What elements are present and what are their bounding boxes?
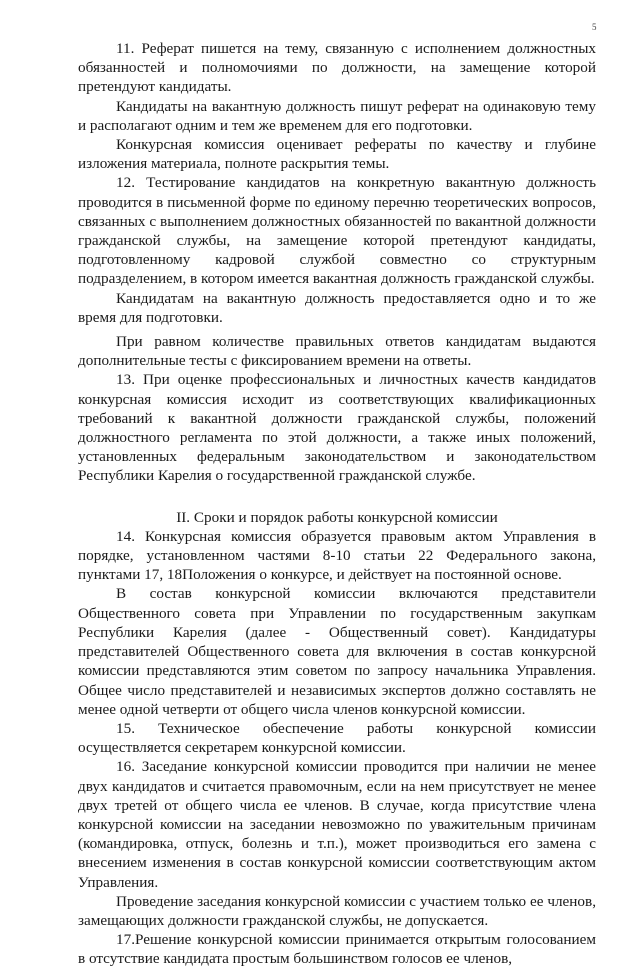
paragraph-12: 12. Тестирование кандидатов на конкретную вакантную должность проводится в письменной форме по единому перечню теоретических вопросов, связанных с выполнением должностных обязанностей по вакантной должности гражданской службы, на замещение которой претендуют кандидаты, подготовленному кадровой службой совместно со структурным подразделением, в котором имеется вакантная должность гражданской службы. [78, 174, 596, 288]
paragraph-11-evaluation: Конкурсная комиссия оценивает рефераты по качеству и глубине изложения материала, полноте раскрытия темы. [78, 136, 596, 173]
paragraph-14-council: В состав конкурсной комиссии включаются представители Общественного совета при Управлении по государственным закупкам Республики Карелия (далее - Общественный совет). Кандидатуры представителей Общественного совета для включения в состав конкурсной комиссии представляются этим советом по запросу начальника Управления. Общее число представителей и независимых экспертов должно составлять не менее одной четверти от общего числа членов конкурсной комиссии. [78, 585, 596, 718]
paragraph-15: 15. Техническое обеспечение работы конкурсной комиссии осуществляется секретарем конкурсной комиссии. [78, 719, 596, 757]
paragraph-16: 16. Заседание конкурсной комиссии проводится при наличии не менее двух кандидатов и считается правомочным, если на нем присутствует не менее двух третей от общего числа ее членов. В случае, когда присутствие члена конкурсной комиссии на заседании невозможно по уважительным причинам (командировка, отпуск, болезнь и т.п.), может производиться его замена с внесением изменения в состав конкурсной комиссии соответствующим актом Управления. [78, 758, 596, 891]
paragraph-17: 17.Решение конкурсной комиссии принимается открытым голосованием в отсутствие кандидата простым большинством голосов ее членов, [78, 931, 596, 968]
document-body [78, 39, 596, 969]
paragraph-11: 11. Реферат пишется на тему, связанную с исполнением должностных обязанностей и полномочиями по должности, на замещение которой претендуют кандидаты. [78, 40, 596, 96]
paragraph-14: 14. Конкурсная комиссия образуется правовым актом Управления в порядке, установленном частями 8-10 статьи 22 Федерального закона, пунктами 17, 18Положения о конкурсе, и действует на постоянной основе. [78, 527, 596, 584]
paragraph-12-extra-tests: При равном количестве правильных ответов кандидатам выдаются дополнительные тесты с фиксированием времени на ответы. [78, 333, 596, 370]
paragraph-12-time: Кандидатам на вакантную должность предоставляется одно и то же время для подготовки. [78, 289, 596, 326]
paragraph-11-topic: Кандидаты на вакантную должность пишут реферат на одинаковую тему и располагают одним и тем же временем для его подготовки. [78, 97, 596, 134]
paragraph-13: 13. При оценке профессиональных и личностных качеств кандидатов конкурсная комиссия исходит из соответствующих квалификационных требований к вакантной должности гражданской службы, положений должностного регламента по этой должности, а также иных положений, установленных федеральным законодательством и законодательством Республики Карелия о государственной гражданской службе. [78, 371, 596, 485]
section-heading: II. Сроки и порядок работы конкурсной комиссии [176, 508, 498, 526]
page-number: 5 [592, 22, 597, 32]
paragraph-16-restriction: Проведение заседания конкурсной комиссии с участием только ее членов, замещающих должности гражданской службы, не допускается. [78, 892, 596, 929]
